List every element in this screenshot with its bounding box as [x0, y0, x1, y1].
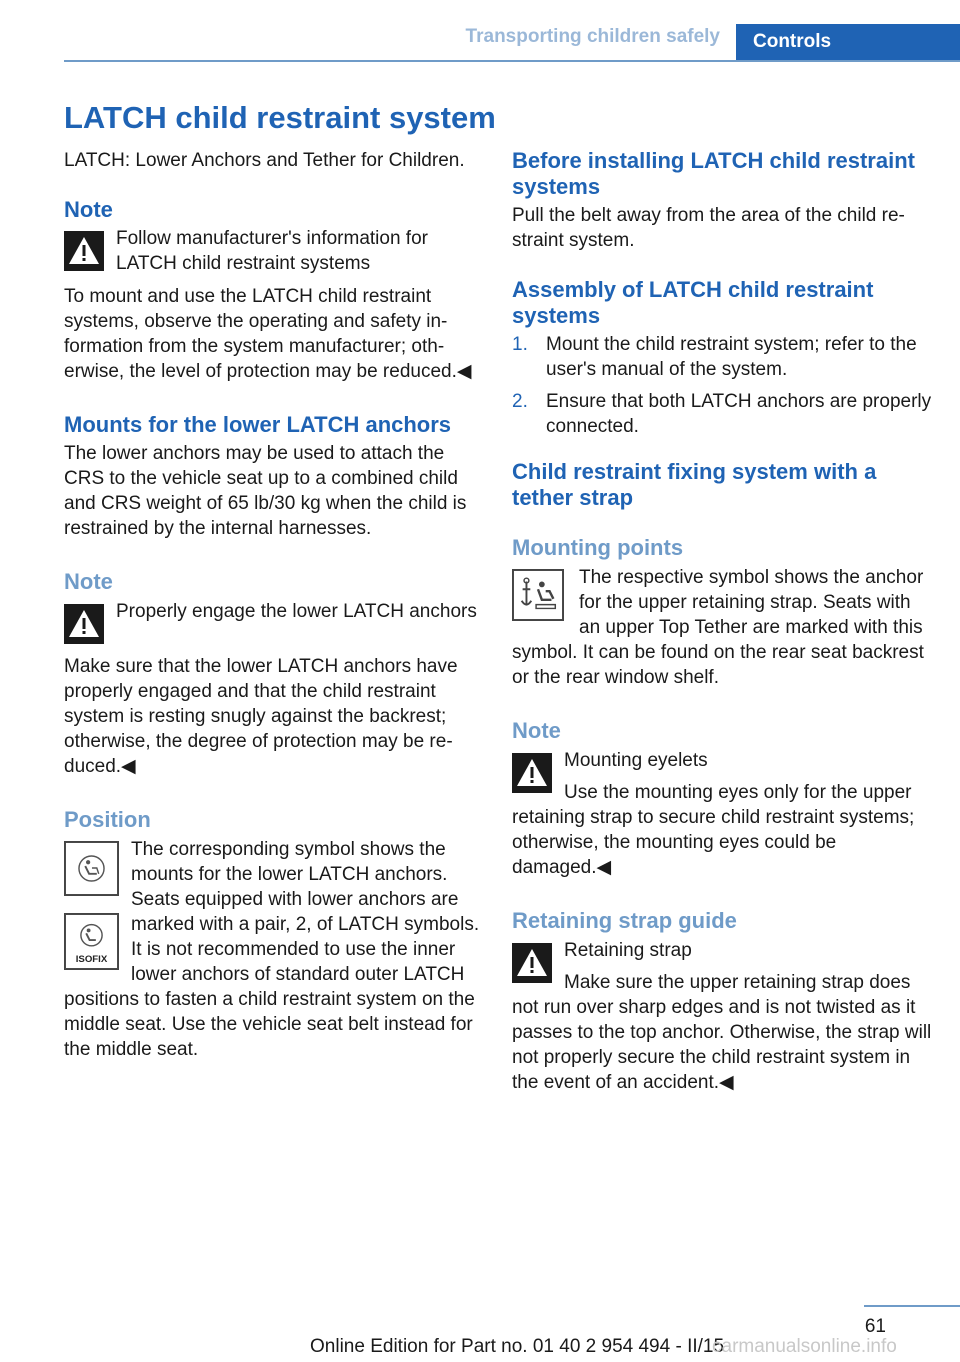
warning-triangle-icon — [512, 753, 552, 793]
warning-triangle-icon — [64, 231, 104, 271]
watermark: carmanualsonline.info — [712, 1336, 897, 1357]
footer-divider — [864, 1305, 960, 1307]
note-heading: Note — [512, 718, 561, 743]
step-number: 2. — [512, 391, 528, 412]
note-heading: Note — [64, 569, 113, 594]
header-divider — [64, 60, 960, 62]
step-text: Mount the child restraint system; refer to the user's manual of the system. — [546, 334, 917, 380]
position-body: The corresponding symbol shows the mounts for the lower LATCH anchors. Seats equipped with lower anchors are marked with a pair, 2, of LATCH symbols. It is not recommended to use the inner lower anchors of standard outer LATCH positions to fasten a child restraint system on the middle seat. Use the vehicle seat belt instead for the middle seat. — [64, 839, 480, 1060]
right-column — [512, 148, 932, 1095]
section-heading-position: Position — [64, 807, 151, 832]
section-heading-mounts: Mounts for the lower LATCH anchors — [64, 412, 452, 437]
warning-title: Follow manufacturer's information for LATCH child restraint systems — [116, 228, 428, 274]
list-item — [512, 389, 932, 439]
step-number: 1. — [512, 334, 528, 355]
latch-seat-symbol-icon — [64, 841, 119, 896]
warning-title: Retaining strap — [564, 940, 692, 961]
isofix-symbol-icon — [64, 913, 119, 970]
section-heading-tether: Child restraint fixing system with a tether strap — [512, 459, 877, 510]
latch-intro: LATCH: Lower Anchors and Tether for Children. — [64, 150, 465, 171]
section-heading-mounting-points: Mounting points — [512, 535, 684, 560]
warning-title: Properly engage the lower LATCH anchors — [116, 601, 477, 622]
warning-body: Make sure the upper retaining strap does not run over sharp edges and is not twisted as it passes to the top anchor. Otherwise, the strap will not properly secure the child restraint system in the event of an accident.◀ — [512, 972, 932, 1093]
section-heading-strap-guide: Retaining strap guide — [512, 908, 737, 933]
warning-title: Mounting eyelets — [564, 750, 708, 771]
warning-body: Make sure that the lower LATCH anchors have properly engaged and that the child restraint system is resting snugly against the backrest; otherwise, the degree of protection may be reduced.◀ — [64, 656, 458, 777]
page-header — [0, 0, 960, 64]
left-column — [64, 148, 480, 1062]
warning-triangle-icon — [64, 604, 104, 644]
warning-triangle-icon — [512, 943, 552, 983]
tab-controls[interactable]: Controls — [736, 24, 960, 62]
page-title: LATCH child restraint system — [64, 100, 496, 135]
warning-body: Use the mounting eyes only for the upper retaining strap to secure child restraint systems; otherwise, the mounting eyes could be damaged.◀ — [512, 782, 915, 878]
edition-line: Online Edition for Part no. 01 40 2 954 494 - II/15 — [310, 1336, 725, 1357]
page-number: 61 — [864, 1316, 886, 1337]
isofix-label: ISOFIX — [75, 954, 108, 966]
assembly-steps — [512, 332, 932, 439]
breadcrumb[interactable]: Transporting children safely — [465, 26, 720, 47]
mounting-points-body: The respective symbol shows the anchor for the upper retaining strap. Seats with an upper Top Tether are marked with this symbol. It can be found on the rear seat backrest or the rear window shelf. — [512, 567, 924, 688]
top-tether-symbol-icon — [512, 569, 564, 621]
step-text: Ensure that both LATCH anchors are properly connected. — [546, 391, 932, 437]
section-heading-assembly: Assembly of LATCH child restraint systems — [512, 277, 874, 328]
note-heading: Note — [64, 197, 113, 222]
warning-body: To mount and use the LATCH child restraint systems, observe the operating and safety information from the system manufacturer; otherwise, the level of protection may be reduced.◀ — [64, 286, 472, 382]
mounts-body: The lower anchors may be used to attach the CRS to the vehicle seat up to a combined child and CRS weight of 65 lb/30 kg when the child is restrained by the internal harnesses. — [64, 443, 467, 539]
list-item — [512, 332, 932, 382]
before-installing-body: Pull the belt away from the area of the child restraint system. — [512, 205, 905, 251]
section-heading-before-installing: Before installing LATCH child restraint systems — [512, 148, 915, 199]
position-symbols — [64, 841, 119, 975]
